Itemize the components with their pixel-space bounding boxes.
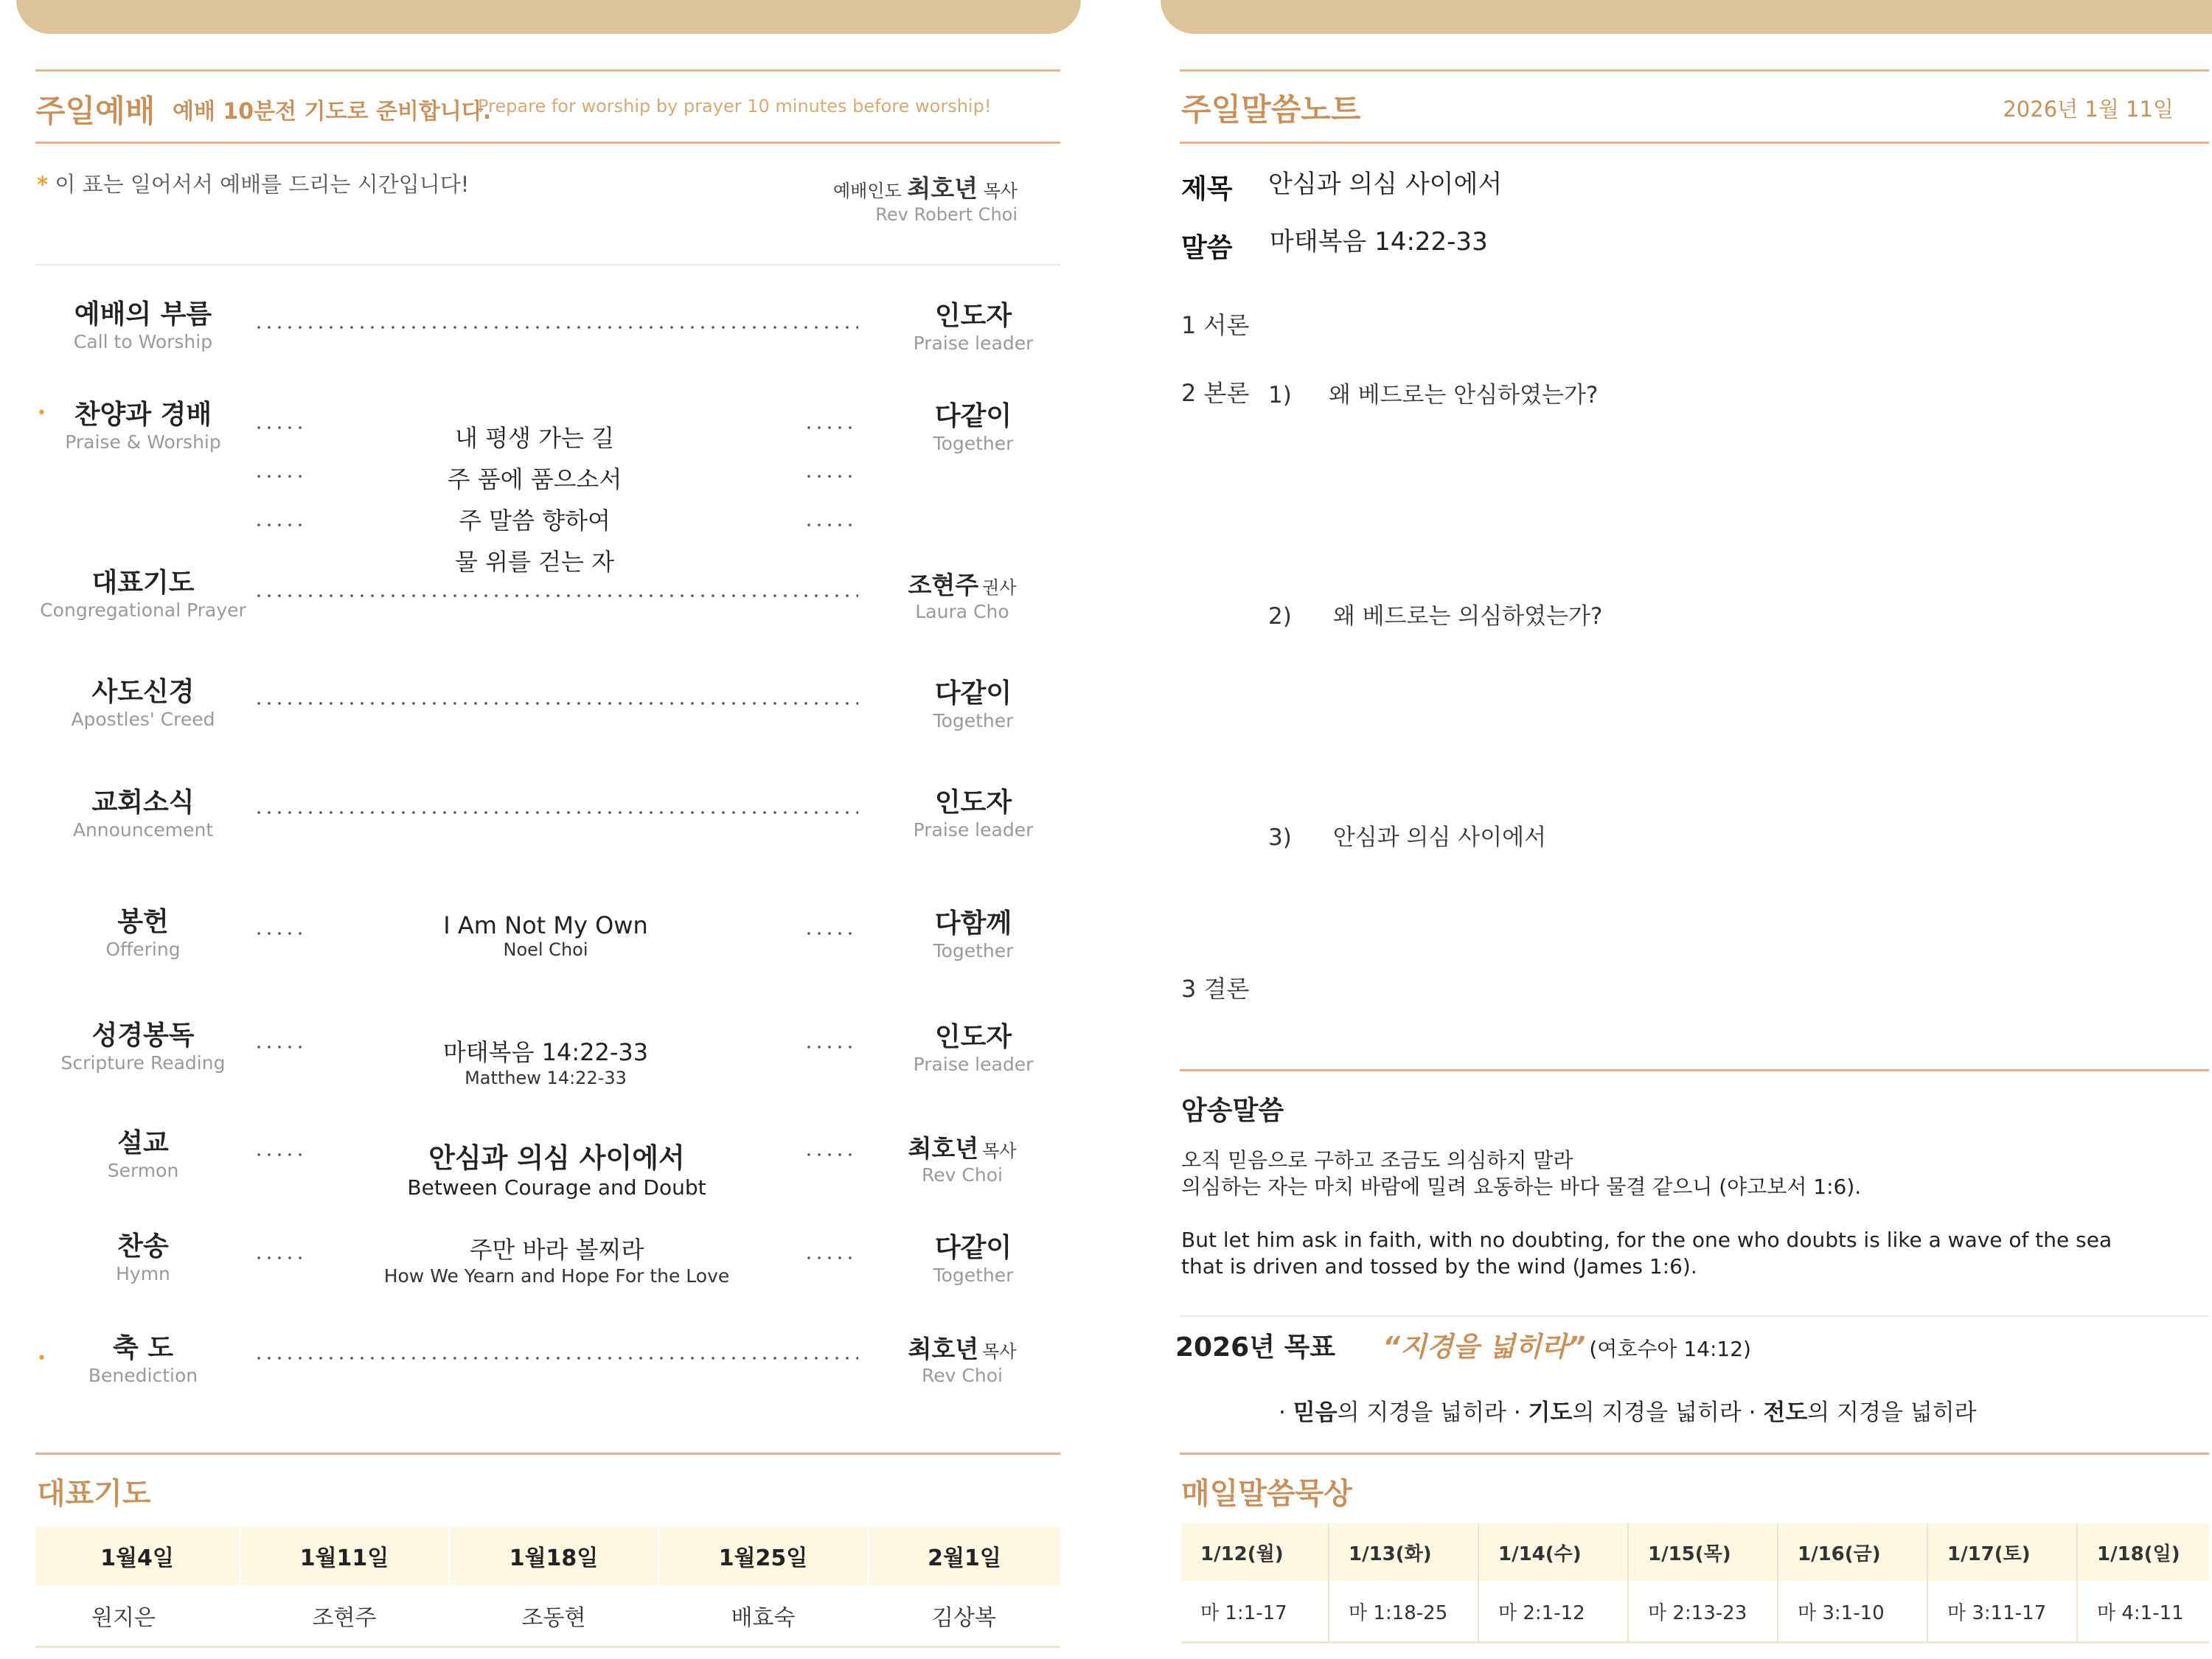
leader-en: Rev Robert Choi: [875, 204, 1018, 225]
prayer-schedule-title: 대표기도: [37, 1477, 151, 1511]
word-label: 말씀: [1181, 233, 1233, 263]
daily-devotion-table: 1/12(월) 1/13(화) 1/14(수) 1/15(목) 1/16(금) 1/17(토) 1/18(일) 마 1:1-17 마 1:18-25 마 2:1-12 마 2:13-23 마 3:1-10 마 3:11-17 마 4:1-11: [1181, 1523, 2209, 1644]
outline-intro: 1 서론: [1181, 311, 1250, 339]
prep-text-en: Prepare for worship by prayer 10 minutes before worship!: [478, 96, 992, 116]
worship-leader: 예배인도 최호년 목사 Rev Robert Choi: [737, 170, 1018, 225]
goal-motto: “지경을 넓히라”: [1382, 1331, 1586, 1363]
memory-verse: 오직 믿음으로 구하고 조금도 의심하지 말라 의심하는 자는 마치 바람에 밀려 요동하는 바다 물결 같으니 (야고보서 1:6). But let him ask in faith, with no doubting, for the one who doubts is like a wave of the sea that is driven and tossed by the wind (James 1:6).: [1181, 1148, 2112, 1279]
song: 주 말씀 향하여: [459, 507, 611, 535]
prep-text-ko: 예배 10분전 기도로 준비합니다.: [173, 99, 492, 125]
sermon-date: 2026년 1월 11일: [2003, 97, 2174, 122]
divider: [1180, 1453, 2209, 1455]
divider: [35, 264, 1060, 265]
yearly-goal: [1175, 1324, 2193, 1364]
sermon-title: 안심과 의심 사이에서: [428, 1142, 685, 1174]
divider: [35, 69, 1060, 72]
word-value: 마태복음 14:22-33: [1270, 227, 1488, 257]
divider: [35, 1453, 1060, 1455]
goal-ref: (여호수아 14:12): [1589, 1337, 1751, 1361]
star-icon: •: [37, 404, 46, 422]
left-header-tab: [16, 0, 1081, 34]
divider: [35, 142, 1060, 144]
song: 주 품에 품으소서: [447, 465, 622, 493]
goal-items: · 믿음의 지경을 넓히라 · 기도의 지경을 넓히라 · 전도의 지경을 넓히라: [1279, 1399, 1977, 1426]
song: 물 위를 걷는 자: [455, 548, 614, 576]
question-2: 2) 왜 베드로는 의심하였는가?: [1268, 603, 1603, 630]
divider: [1180, 69, 2209, 72]
standing-note: * 이 표는 일어서서 예배를 드리는 시간입니다!: [37, 172, 470, 197]
question-1: 1) 왜 베드로는 안심하였는가?: [1268, 382, 1599, 408]
title-value: 안심과 의심 사이에서: [1268, 170, 1503, 199]
song: 내 평생 가는 길: [455, 424, 614, 452]
star-icon: *: [37, 172, 49, 197]
title-label: 제목: [1181, 174, 1233, 204]
outline-body: 2 본론: [1181, 379, 1250, 407]
daily-devotion-title: 매일말씀묵상: [1181, 1477, 1352, 1511]
page-title: 주일예배: [35, 93, 156, 129]
question-3: 3) 안심과 의심 사이에서: [1268, 824, 1547, 851]
goal-label: 2026년 목표: [1175, 1332, 1336, 1363]
divider: [1180, 142, 2209, 144]
right-header-tab: [1161, 0, 2212, 34]
divider: [1180, 1069, 2209, 1071]
prayer-schedule-table: 1월4일 1월11일 1월18일 1월25일 2월1일 원지은 조현주 조동현 배효숙 김상복: [35, 1526, 1060, 1648]
star-icon: •: [37, 1349, 46, 1368]
memory-title: 암송말씀: [1181, 1096, 1284, 1126]
divider: [1180, 1315, 2209, 1317]
outline-conclusion: 3 결론: [1181, 975, 1250, 1003]
worship-header: [35, 83, 1060, 131]
sermon-note-title: 주일말씀노트: [1181, 91, 1361, 128]
song-list: [369, 417, 700, 582]
